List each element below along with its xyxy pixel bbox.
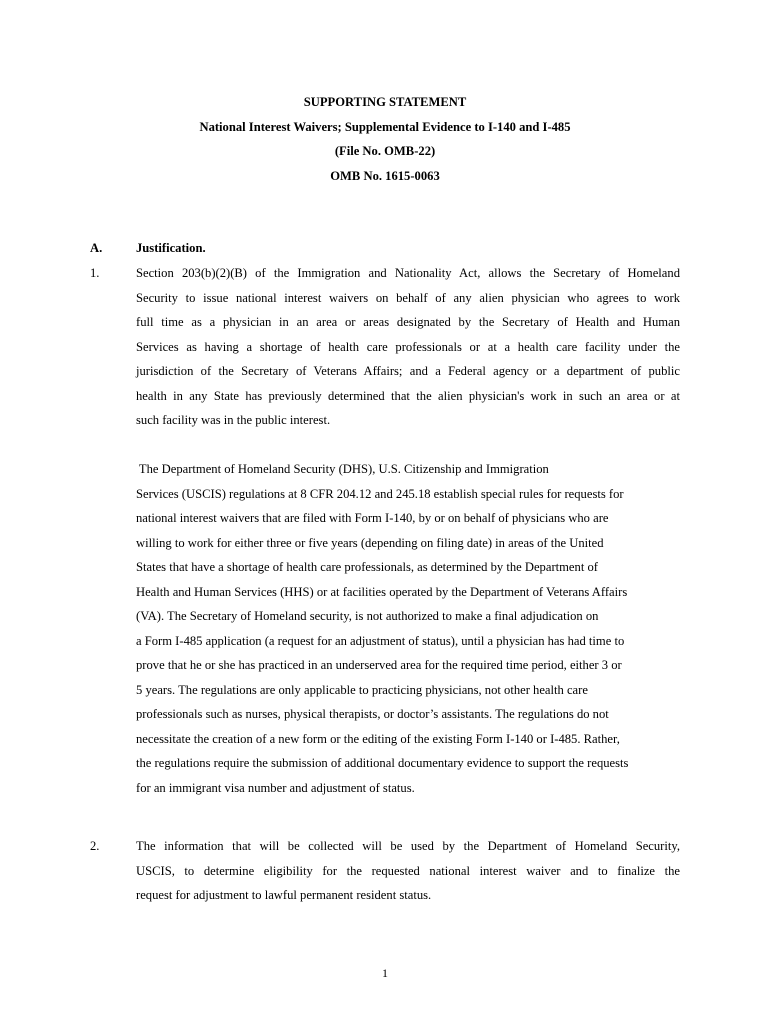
paragraph-line: Section 203(b)(2)(B) of the Immigration and Nationality Act, allows the Secretary of Homeland: [136, 266, 680, 280]
document-subtitle: National Interest Waivers; Supplemental Evidence to I-140 and I-485: [199, 119, 571, 134]
paragraph-line: full time as a physician in an area or areas designated by the Secretary of Health and Human: [136, 315, 680, 329]
paragraph-line: Services as having a shortage of health care professionals or at a health care facility under the: [136, 339, 680, 354]
paragraph-line: health in any State has previously determined that the alien physician's work in such an area or at: [136, 388, 680, 403]
paragraph-line: Services (USCIS) regulations at 8 CFR 204.12 and 245.18 establish special rules for requests for: [136, 486, 624, 501]
paragraph-line: USCIS, to determine eligibility for the requested national interest waiver and to finalize the: [136, 863, 680, 878]
paragraph-line: The Department of Homeland Security (DHS), U.S. Citizenship and Immigration: [136, 462, 549, 476]
paragraph-line: such facility was in the public interest.: [136, 413, 331, 427]
item-number: 2.: [90, 839, 100, 853]
item-2-paragraph: [136, 838, 680, 912]
paragraph-line: States that have a shortage of health care professionals, as determined by the Department of: [136, 560, 598, 574]
paragraph-line: necessitate the creation of a new form or the editing of the existing Form I-140 or I-485. Rather,: [136, 731, 620, 746]
paragraph-line: for an immigrant visa number and adjustment of status.: [136, 780, 415, 795]
item-1-regulations-paragraph: [136, 461, 680, 804]
item-1-paragraph: [136, 265, 680, 437]
file-number: (File No. OMB-22): [334, 144, 436, 158]
paragraph-line: 5 years. The regulations are only applicable to practicing physicians, not other health care: [136, 682, 588, 697]
item-number: 1.: [90, 266, 100, 280]
paragraph-line: (VA). The Secretary of Homeland security, is not authorized to make a final adjudication on: [136, 609, 599, 623]
paragraph-line: Security to issue national interest waivers on behalf of any alien physician who agrees to work: [136, 290, 680, 305]
paragraph-line: The information that will be collected will be used by the Department of Homeland Security,: [136, 839, 680, 853]
paragraph-line: prove that he or she has practiced in an underserved area for the required time period, either 3 or: [136, 658, 622, 672]
paragraph-line: professionals such as nurses, physical therapists, or doctor’s assistants. The regulations do not: [136, 707, 609, 721]
section-title: Justification.: [136, 241, 206, 255]
paragraph-line: request for adjustment to lawful permanent resident status.: [136, 888, 432, 902]
paragraph-line: national interest waivers that are filed with Form I-140, by or on behalf of physicians who are: [136, 511, 609, 525]
paragraph-line: a Form I-485 application (a request for an adjustment of status), until a physician has had time to: [136, 633, 625, 648]
document-title: SUPPORTING STATEMENT: [303, 95, 467, 109]
paragraph-line: willing to work for either three or five years (depending on filing date) in areas of the United: [136, 535, 604, 550]
paragraph-line: the regulations require the submission of additional documentary evidence to support the requests: [136, 756, 629, 770]
paragraph-line: jurisdiction of the Secretary of Veterans Affairs; and a Federal agency or a department of public: [136, 364, 680, 378]
page-number: 1: [382, 966, 388, 980]
title-block: [0, 94, 770, 192]
section-letter: A.: [90, 241, 103, 255]
paragraph-line: Health and Human Services (HHS) or at facilities operated by the Department of Veterans Affairs: [136, 584, 628, 599]
omb-number: OMB No. 1615-0063: [330, 168, 440, 183]
